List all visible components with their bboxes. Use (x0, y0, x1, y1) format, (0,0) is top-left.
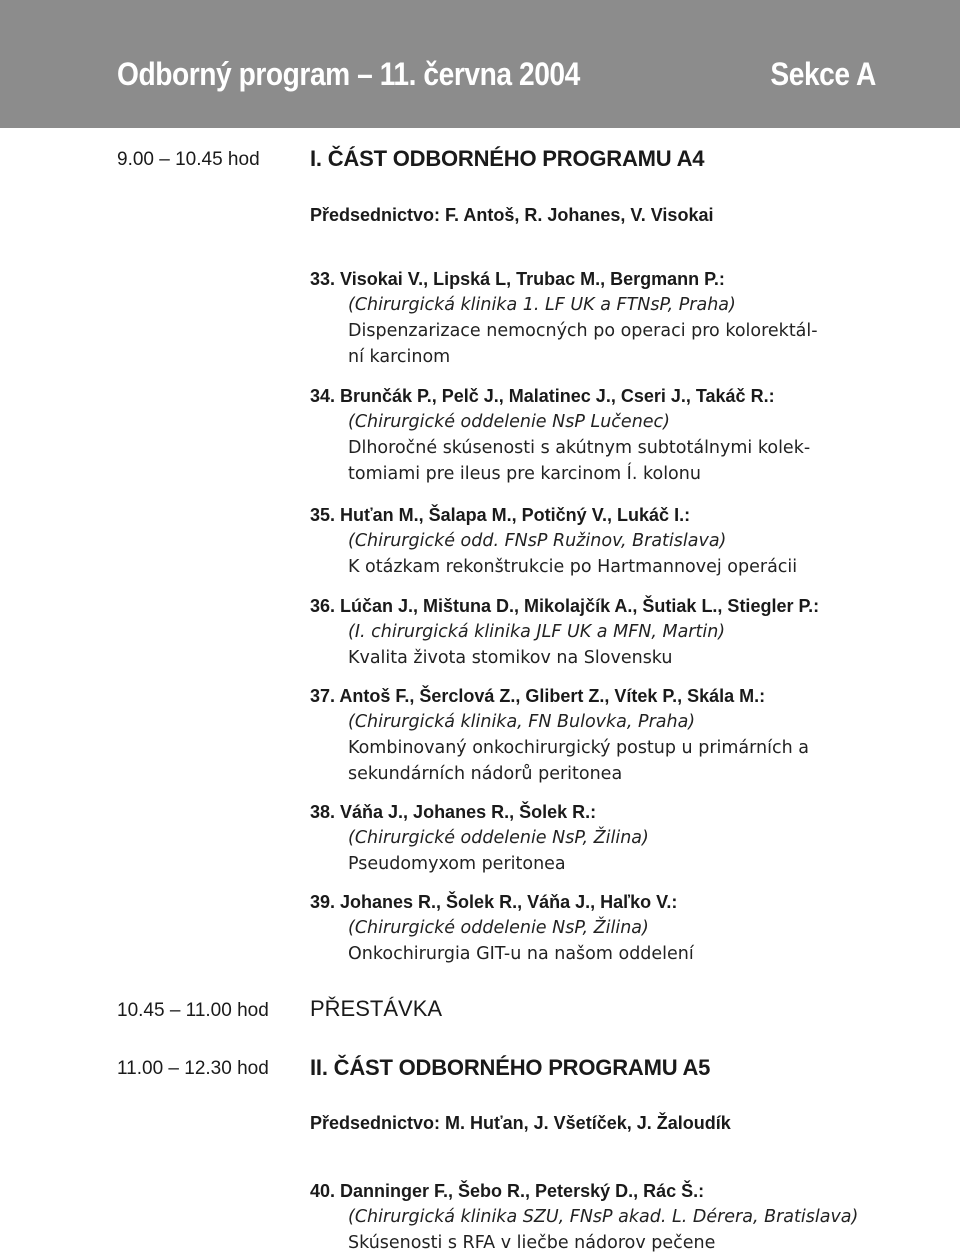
talk-title: Kvalita života stomikov na Slovensku (348, 648, 673, 668)
talk-authors: 36. Lúčan J., Mištuna D., Mikolajčík A., Šutiak L., Stiegler P.: (310, 596, 820, 616)
part2-heading: II. ČÁST ODBORNÉHO PROGRAMU A5 (310, 1055, 711, 1080)
talk-authors: 33. Visokai V., Lipská L, Trubac M., Bergmann P.: (310, 269, 725, 289)
talk-title: Skúsenosti s RFA v liečbe nádorov pečene (348, 1233, 716, 1253)
part1-heading: I. ČÁST ODBORNÉHO PROGRAMU A4 (310, 146, 705, 171)
talk-36 (310, 593, 870, 671)
talk-33 (310, 266, 870, 370)
talk-38 (310, 799, 870, 877)
talk-authors: 39. Johanes R., Šolek R., Váňa J., Haľko V.: (310, 892, 678, 912)
talk-affiliation: (Chirurgické odd. FNsP Ružinov, Bratislava) (348, 531, 727, 551)
talk-authors: 35. Huťan M., Šalapa M., Potičný V., Lukáč I.: (310, 505, 691, 525)
talk-title: Dlhoročné skúsenosti s akútnym subtotálnymi kolek- tomiami pre ileus pre karcinom Í. kolonu (348, 438, 811, 484)
talk-title: Onkochirurgia GIT-u na našom oddelení (348, 944, 694, 964)
talk-affiliation: (Chirurgické oddelenie NsP Lučenec) (348, 412, 670, 432)
break-time: 10.45 – 11.00 hod (117, 1000, 269, 1021)
talk-authors: 37. Antoš F., Šerclová Z., Glibert Z., Vítek P., Skála M.: (310, 686, 766, 706)
talk-title: Dispenzarizace nemocných po operaci pro kolorektál- ní karcinom (348, 321, 818, 367)
break-label: PŘESTÁVKA (310, 996, 443, 1021)
talk-title: Pseudomyxom peritonea (348, 854, 566, 874)
talk-title: Kombinovaný onkochirurgický postup u primárních a sekundárních nádorů peritonea (348, 738, 809, 784)
section-label: Sekce A (770, 56, 876, 92)
part1-time: 9.00 – 10.45 hod (117, 149, 260, 170)
part2-chairs: Předsednictvo: M. Huťan, J. Všetíček, J. Žaloudík (310, 1113, 731, 1133)
talk-authors: 40. Danninger F., Šebo R., Peterský D., Rác Š.: (310, 1181, 705, 1201)
talk-affiliation: (Chirurgické oddelenie NsP, Žilina) (348, 828, 649, 848)
talk-40 (310, 1178, 870, 1256)
talk-35 (310, 502, 870, 580)
talk-authors: 38. Váňa J., Johanes R., Šolek R.: (310, 802, 597, 822)
talk-37 (310, 683, 870, 787)
talk-39 (310, 889, 870, 967)
page-title: Odborný program – 11. června 2004 (117, 56, 580, 92)
part1-chairs: Předsednictvo: F. Antoš, R. Johanes, V. Visokai (310, 205, 714, 225)
talk-affiliation: (Chirurgické oddelenie NsP, Žilina) (348, 918, 649, 938)
talk-authors: 34. Brunčák P., Pelč J., Malatinec J., Cseri J., Takáč R.: (310, 386, 775, 406)
talk-title: K otázkam rekonštrukcie po Hartmannovej operácii (348, 557, 798, 577)
talk-affiliation: (Chirurgická klinika SZU, FNsP akad. L. Dérera, Bratislava) (348, 1207, 859, 1227)
talk-affiliation: (Chirurgická klinika 1. LF UK a FTNsP, Praha) (348, 295, 736, 315)
page-header (0, 0, 960, 128)
talk-affiliation: (Chirurgická klinika, FN Bulovka, Praha) (348, 712, 696, 732)
talk-34 (310, 383, 870, 487)
talk-affiliation: (I. chirurgická klinika JLF UK a MFN, Martin) (348, 622, 726, 642)
part2-time: 11.00 – 12.30 hod (117, 1058, 269, 1079)
